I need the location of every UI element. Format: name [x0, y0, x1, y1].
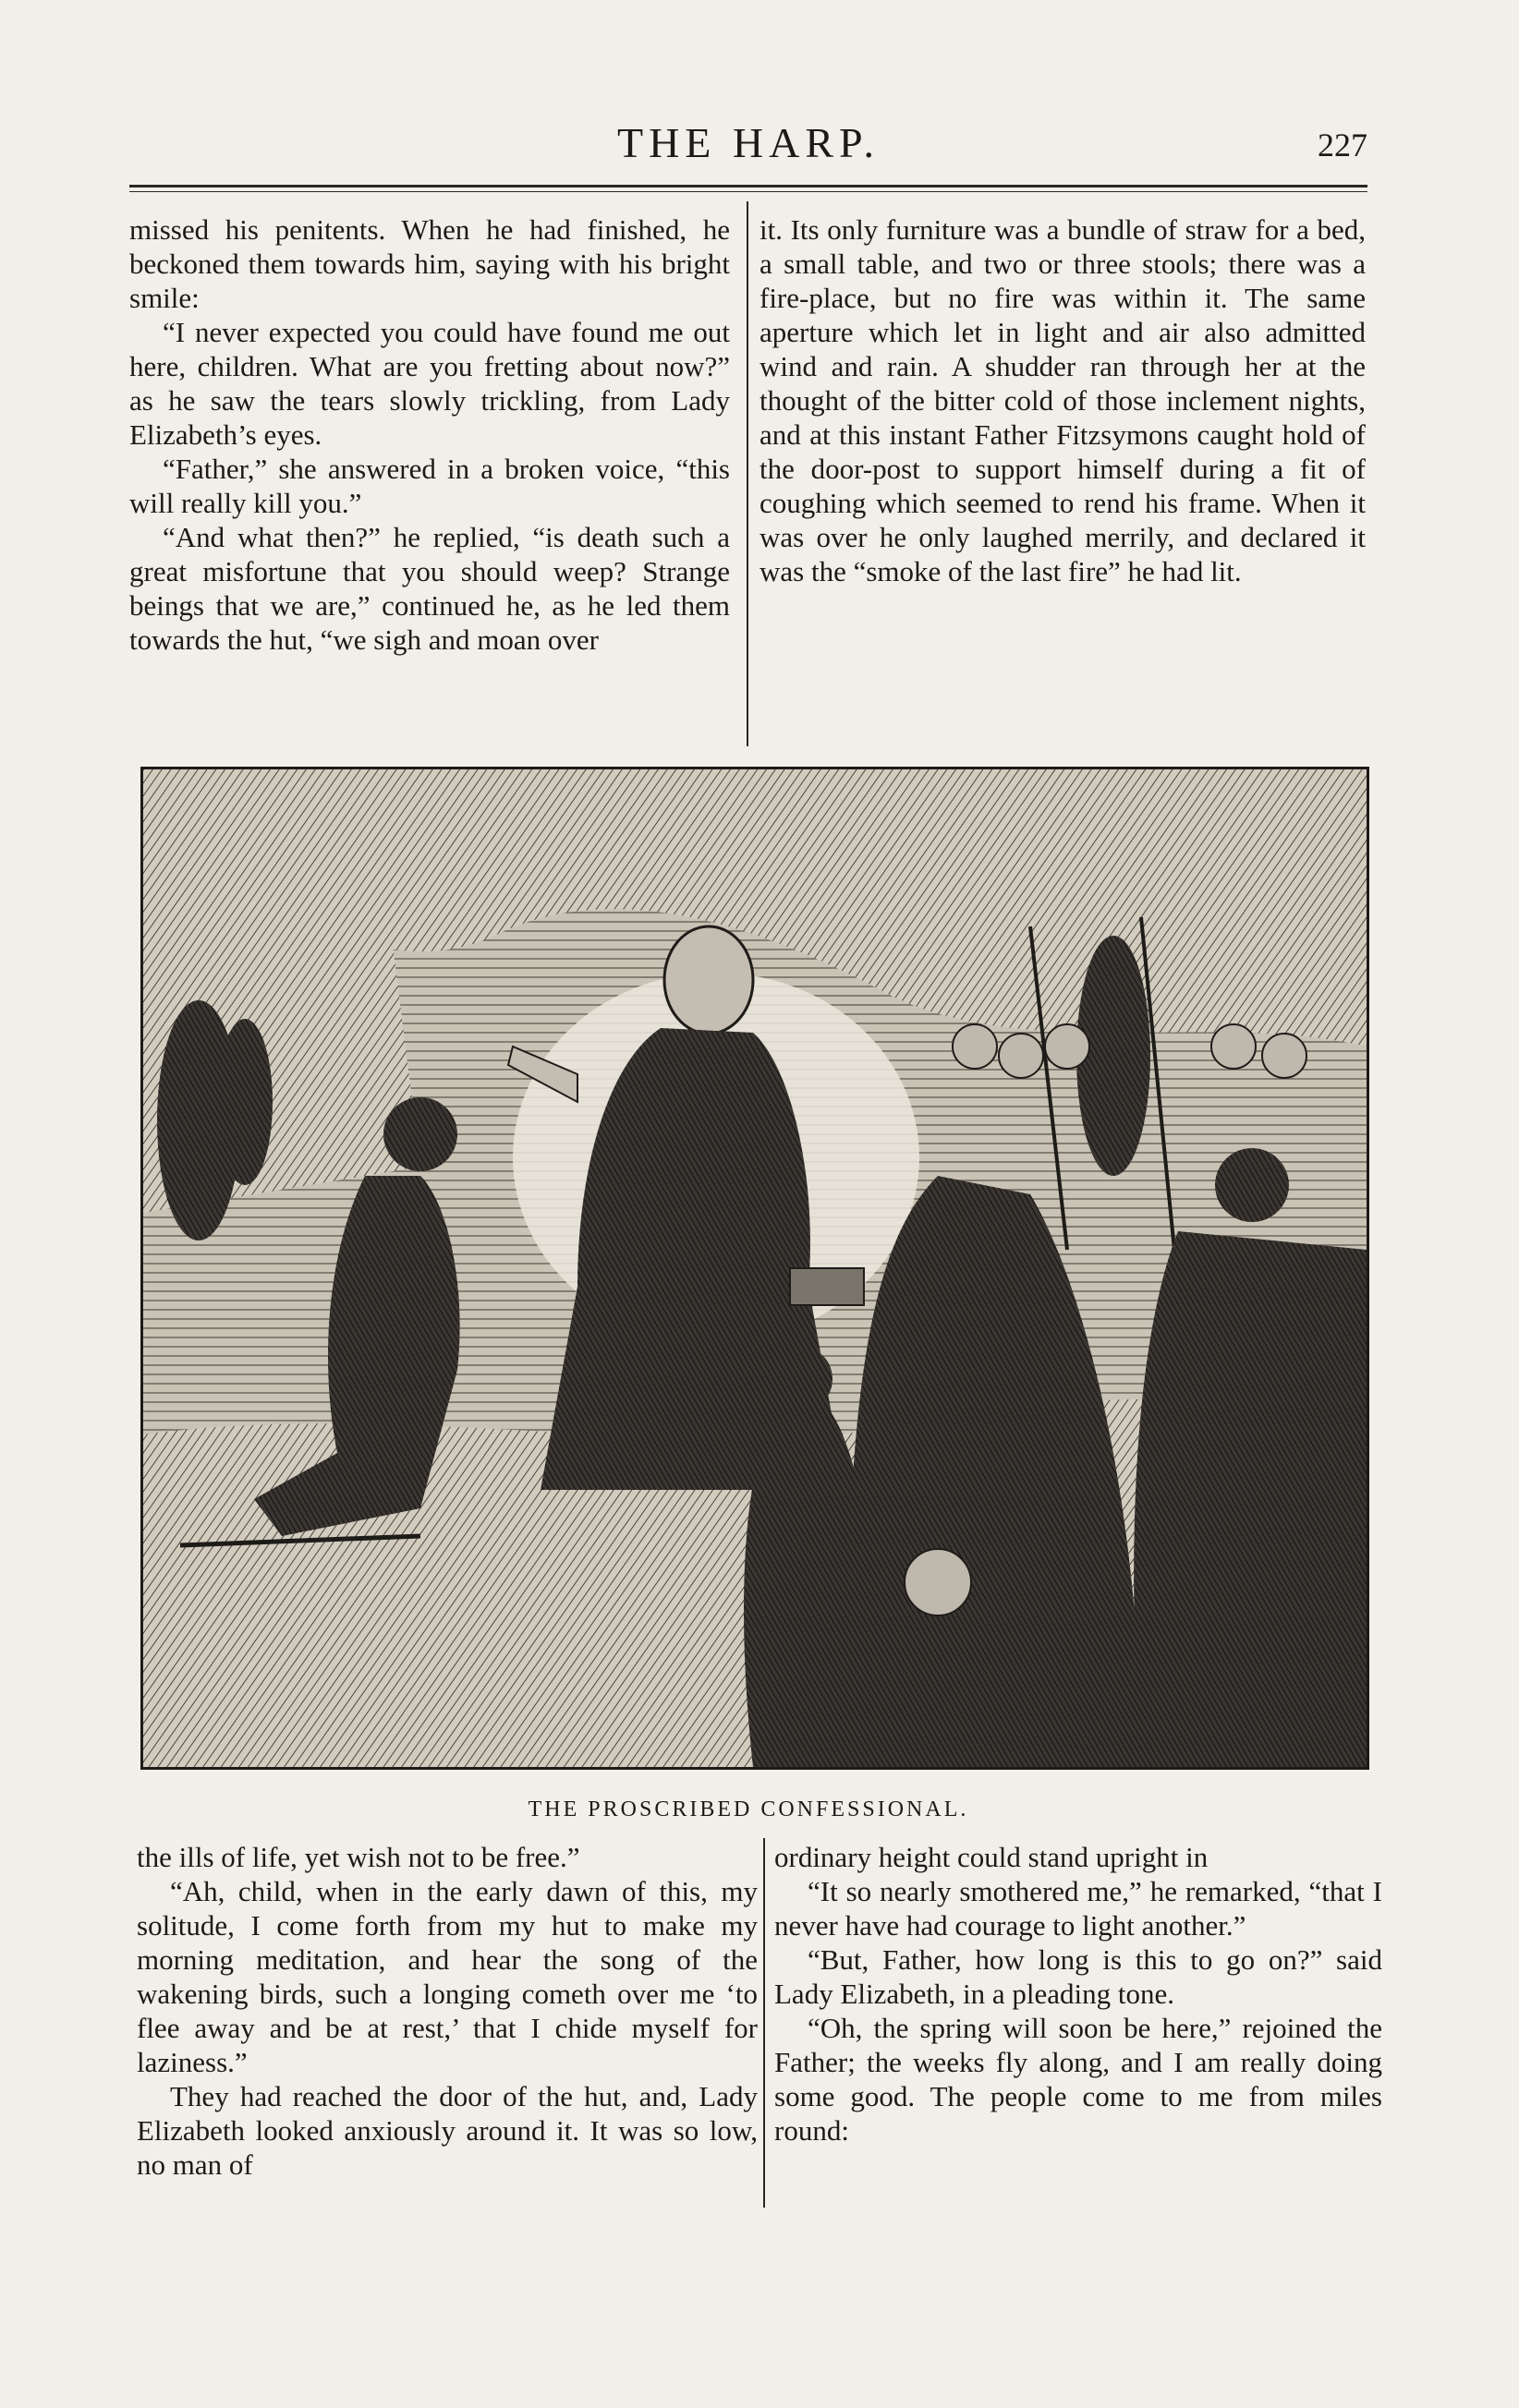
bottom-right-column: [774, 1840, 1382, 2148]
column-divider: [747, 201, 748, 746]
paragraph: ordinary height could stand upright in: [774, 1841, 1209, 1873]
running-head: [129, 118, 1367, 174]
top-left-column: [129, 212, 730, 657]
paragraph: missed his penitents. When he had finished, he beckoned them towards him, saying with his bright smile:: [129, 213, 730, 314]
illustration-caption: THE PROSCRIBED CONFESSIONAL.: [528, 1797, 969, 1821]
paragraph: it. Its only furniture was a bundle of straw for a bed, a small table, and two or three stools; there was a fire-place, but no fire was within it. The same aperture which let in light and air also admitted wind and rain. A shudder ran through her at the thought of the bitter cold of those inclement nights, and at this instant Father Fitzsymons caught hold of the door-post to support himself during a fit of coughing which seemed to rend his frame. When it was over he only laughed merrily, and declared it was the “smoke of the last fire” he had lit.: [760, 213, 1366, 587]
running-title: THE HARP.: [616, 119, 881, 166]
paragraph: “I never expected you could have found me out here, children. What are you fretting about now?” as he saw the tears slowly trickling, from Lady Elizabeth’s eyes.: [129, 316, 730, 451]
figure-child-face: [905, 1549, 971, 1615]
bottom-left-column: [137, 1840, 758, 2182]
book: [790, 1268, 864, 1305]
paragraph: the ills of life, yet wish not to be free.”: [137, 1841, 580, 1873]
paragraph: “It so nearly smothered me,” he remarked, “that I never have had courage to light another.”: [774, 1875, 1382, 1942]
paragraph: “And what then?” he replied, “is death such a great misfortune that you should weep? Strange beings that we are,” continued he, as he led them towards the hut, “we sigh and moan over: [129, 521, 730, 656]
figure-child-left: [217, 1019, 273, 1185]
engraving-drawing: [143, 769, 1367, 1767]
top-right-column: [760, 212, 1366, 588]
paragraph: “But, Father, how long is this to go on?” said Lady Elizabeth, in a pleading tone.: [774, 1943, 1382, 2010]
header-rule: [129, 185, 1367, 192]
figure-man-right: [1134, 1231, 1367, 1767]
paragraph: “Father,” she answered in a broken voice, “this will really kill you.”: [129, 453, 730, 519]
paragraph: “Oh, the spring will soon be here,” rejoined the Father; the weeks fly along, and I am really doing some good. The people come to me from miles round:: [774, 2012, 1382, 2147]
paragraph: “Ah, child, when in the early dawn of this, my solitude, I come forth from my hut to make my morning meditation, and hear the song of the wakening birds, such a longing cometh over me ‘to flee away and be at rest,’ that I chide myself for laziness.”: [137, 1875, 758, 2078]
figure-priest-head: [664, 926, 753, 1034]
engraving-illustration: [140, 767, 1369, 1770]
paragraph: They had reached the door of the hut, and, Lady Elizabeth looked anxiously around it. It was so low, no man of: [137, 2080, 758, 2181]
page-number: 227: [1318, 127, 1367, 163]
figure-kneeling-man-head: [383, 1097, 457, 1171]
column-divider: [763, 1838, 765, 2208]
